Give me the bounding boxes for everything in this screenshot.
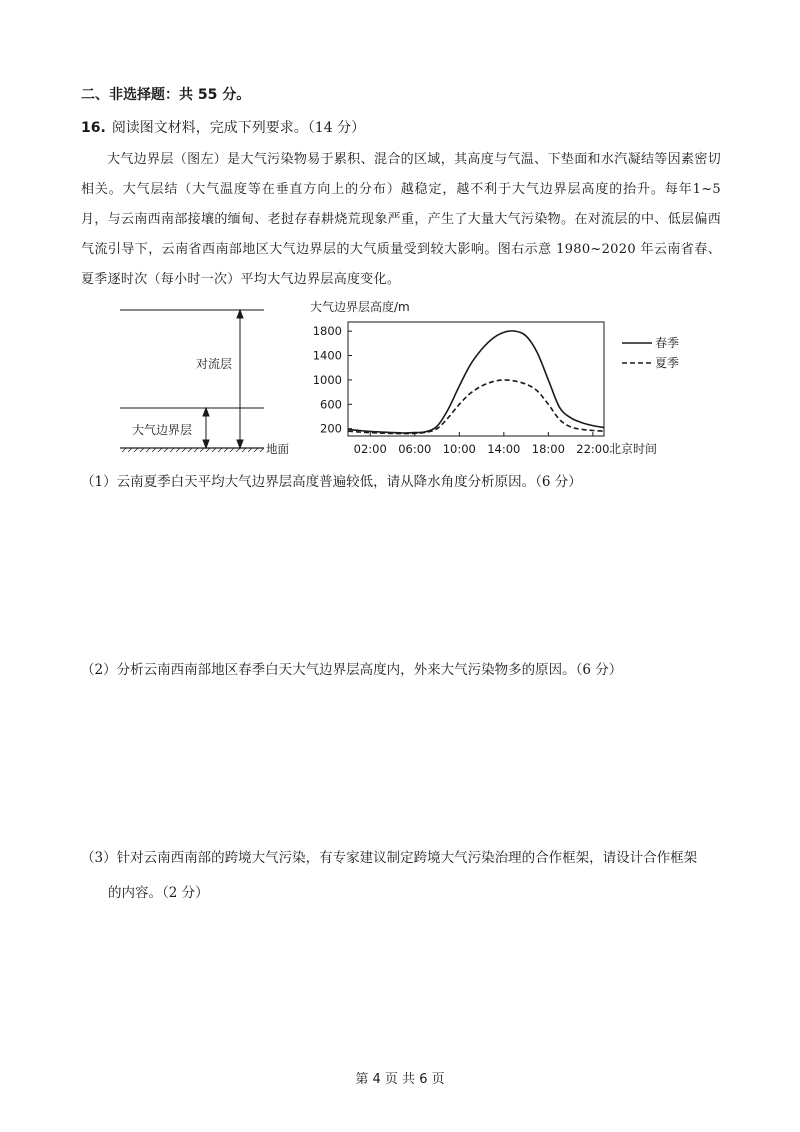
boundary-layer-diagram [118,300,298,460]
chart-xlabel: 北京时间 [609,442,658,456]
y-tick-label: 1000 [312,372,342,387]
chart-ylabel: 大气边界层高度/m [310,300,410,314]
ground-hatching [122,448,264,452]
series-line-spring [348,331,604,433]
series-line-summer [348,380,604,434]
sub-question-3-line2: 的内容。（2 分） [108,885,209,901]
y-tick-label: 600 [320,397,342,412]
question-number: 16. [81,120,106,136]
sub-question-2: （2）分析云南西南部地区春季白天大气边界层高度内，外来大气污染物多的原因。（6 分） [81,662,623,678]
boundary-layer-label: 大气边界层 [132,423,193,437]
legend-label-summer: 夏季 [655,356,680,370]
x-tick-label: 22:00 [576,442,610,456]
y-tick-label: 1800 [312,324,342,339]
x-tick-label: 02:00 [353,442,387,456]
legend-label-spring: 春季 [655,336,680,350]
page-footer: 第 4 页 共 6 页 [355,1072,445,1087]
sub-question-1: （1）云南夏季白天平均大气边界层高度普遍较低，请从降水角度分析原因。（6 分） [81,474,582,490]
legend [622,335,679,370]
y-tick-label: 200 [320,421,342,436]
plot-frame [348,322,604,436]
troposphere-label: 对流层 [196,357,233,371]
question-header [81,117,365,137]
x-tick-label: 10:00 [442,442,476,456]
boundary-layer-arrow [203,408,209,448]
section-title: 二、非选择题：共 55 分。 [81,87,251,103]
ground-label: 地面 [266,442,289,456]
x-tick-label: 06:00 [398,442,432,456]
question-instruction: 阅读图文材料，完成下列要求。（14 分） [111,120,366,136]
y-tick-label: 1400 [312,348,342,363]
troposphere-arrow [237,310,243,448]
x-tick-label: 18:00 [531,442,565,456]
sub-question-3-line1: （3）针对云南西南部的跨境大气污染，有专家建议制定跨境大气污染治理的合作框架，请设计合作框架 [81,850,698,866]
x-tick-label: 14:00 [487,442,521,456]
material-paragraph: 大气边界层（图左）是大气污染物易于累积、混合的区域，其高度与气温、下垫面和水汽凝结等因素密切相关。大气层结（大气温度等在垂直方向上的分布）越稳定，越不利于大气边界层高度的抬升。每年1~5月，与云南西南部接壤的缅甸、老挝存春耕烧荒现象严重，产生了大量大气污染物。在对流层的中、低层偏西气流引导下，云南省西南部地区大气边界层的大气质量受到较大影响。图右示意 1980~2020 年云南省春、夏季逐时次（每小时一次）平均大气边界层高度变化。 [81,152,721,287]
boundary-layer-height-chart [300,295,695,465]
